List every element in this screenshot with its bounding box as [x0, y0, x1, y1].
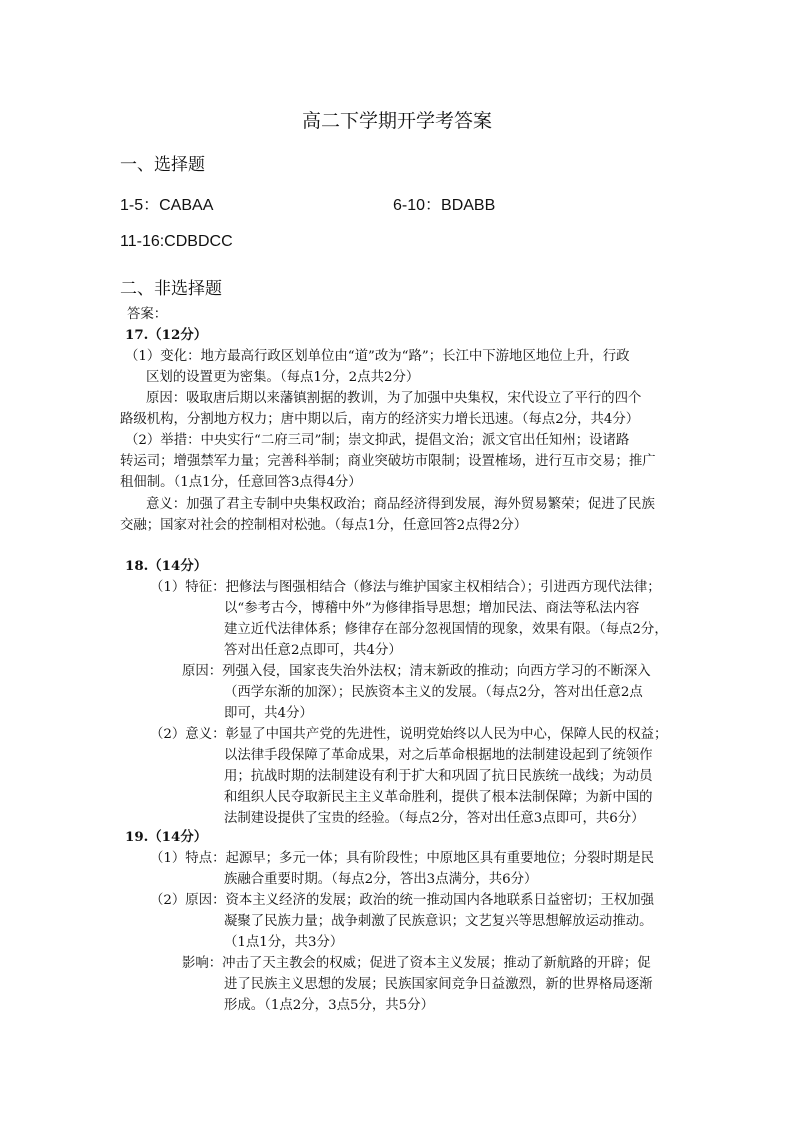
q17-line: 意义：加强了君主专制中央集权政治；商品经济得到发展，海外贸易繁荣；促进了民族 — [146, 497, 655, 512]
q17-line: 区划的设置更为密集。（每点1分，2点共2分） — [146, 370, 420, 385]
answer-1-5: 1-5：CABAA — [120, 197, 214, 214]
q19-line: 影响：冲击了天主教会的权威；促进了资本主义发展；推动了新航路的开辟；促 — [182, 956, 651, 971]
q18-line: 以“参考古今，博稽中外”为修律指导思想；增加民法、商法等私法内容 — [224, 601, 640, 616]
q17-number: 17.（12分） — [125, 327, 208, 343]
q19-line: （1点1分，共3分） — [224, 935, 344, 950]
q17-line: 转运司；增强禁军力量；完善科举制；商业突破坊市限制；设置榷场，进行互市交易；推广 — [120, 454, 656, 469]
q18-line: （2）意义：彰显了中国共产党的先进性，说明党始终以人民为中心，保障人民的权益； — [150, 727, 668, 742]
q17-line: （2）举措：中央实行“二府三司”制；崇文抑武，提倡文治；派文官出任知州；设诸路 — [125, 433, 630, 448]
q19-line: 凝聚了民族力量；战争刺激了民族意识；文艺复兴等思想解放运动推动。 — [224, 914, 653, 929]
answer-label: 答案： — [127, 307, 168, 322]
q18-line: 建立近代法律体系；修律存在部分忽视国情的现象，效果有限。（每点2分， — [224, 622, 668, 637]
q18-line: 答对出任意2点即可，共4分） — [224, 643, 402, 658]
q18-line: 即可，共4分） — [224, 706, 313, 721]
q19-line: 族融合重要时期。（每点2分，答出3点满分，共6分） — [224, 872, 538, 887]
q17-line: 交融；国家对社会的控制相对松弛。（每点1分，任意回答2点得2分） — [120, 518, 528, 533]
answer-6-10: 6-10：BDABB — [393, 197, 496, 214]
q18-line: 原因：列强入侵，国家丧失治外法权；清末新政的推动；向西方学习的不断深入 — [182, 664, 651, 679]
q17-line: 原因：吸取唐后期以来藩镇割据的教训，为了加强中央集权，宋代设立了平行的四个 — [146, 391, 642, 406]
q18-line: 用；抗战时期的法制建设有利于扩大和巩固了抗日民族统一战线；为动员 — [224, 769, 653, 784]
q19-number: 19.（14分） — [125, 829, 208, 845]
section-heading-choice: 一、选择题 — [120, 155, 205, 175]
section-heading-nonchoice: 二、非选择题 — [120, 279, 222, 299]
q18-line: 以法律手段保障了革命成果，对之后革命根据地的法制建设起到了统领作 — [224, 748, 653, 763]
page-title: 高二下学期开学考答案 — [301, 110, 492, 132]
q18-number: 18.（14分） — [125, 558, 208, 574]
q19-line: （2）原因：资本主义经济的发展；政治的统一推动国内各地联系日益密切；王权加强 — [150, 893, 654, 908]
q18-line: （1）特征：把修法与图强相结合（修法与维护国家主权相结合）；引进西方现代法律； — [150, 580, 661, 595]
q19-line: 进了民族主义思想的发展；民族国家间竞争日益激烈，新的世界格局逐渐 — [224, 977, 653, 992]
q19-line: （1）特点：起源早；多元一体；具有阶段性；中原地区具有重要地位；分裂时期是民 — [150, 851, 654, 866]
q18-line: （西学东渐的加深）；民族资本主义的发展。（每点2分，答对出任意2点 — [224, 685, 643, 700]
q19-line: 形成。（1点2分，3点5分，共5分） — [224, 998, 434, 1013]
q17-line: （1）变化：地方最高行政区划单位由“道”改为“路”；长江中下游地区地位上升，行政 — [125, 349, 630, 364]
answer-11-16: 11-16:CDBDCC — [120, 233, 233, 250]
q17-line: 租佃制。（1点1分，任意回答3点得4分） — [120, 475, 362, 490]
q18-line: 和组织人民夺取新民主主义革命胜利，提供了根本法制保障；为新中国的 — [224, 790, 653, 805]
q18-line: 法制建设提供了宝贵的经验。（每点2分，答对出任意3点即可，共6分） — [224, 811, 645, 826]
q17-line: 路级机构，分割地方权力；唐中期以后，南方的经济实力增长迅速。（每点2分，共4分） — [120, 412, 640, 427]
